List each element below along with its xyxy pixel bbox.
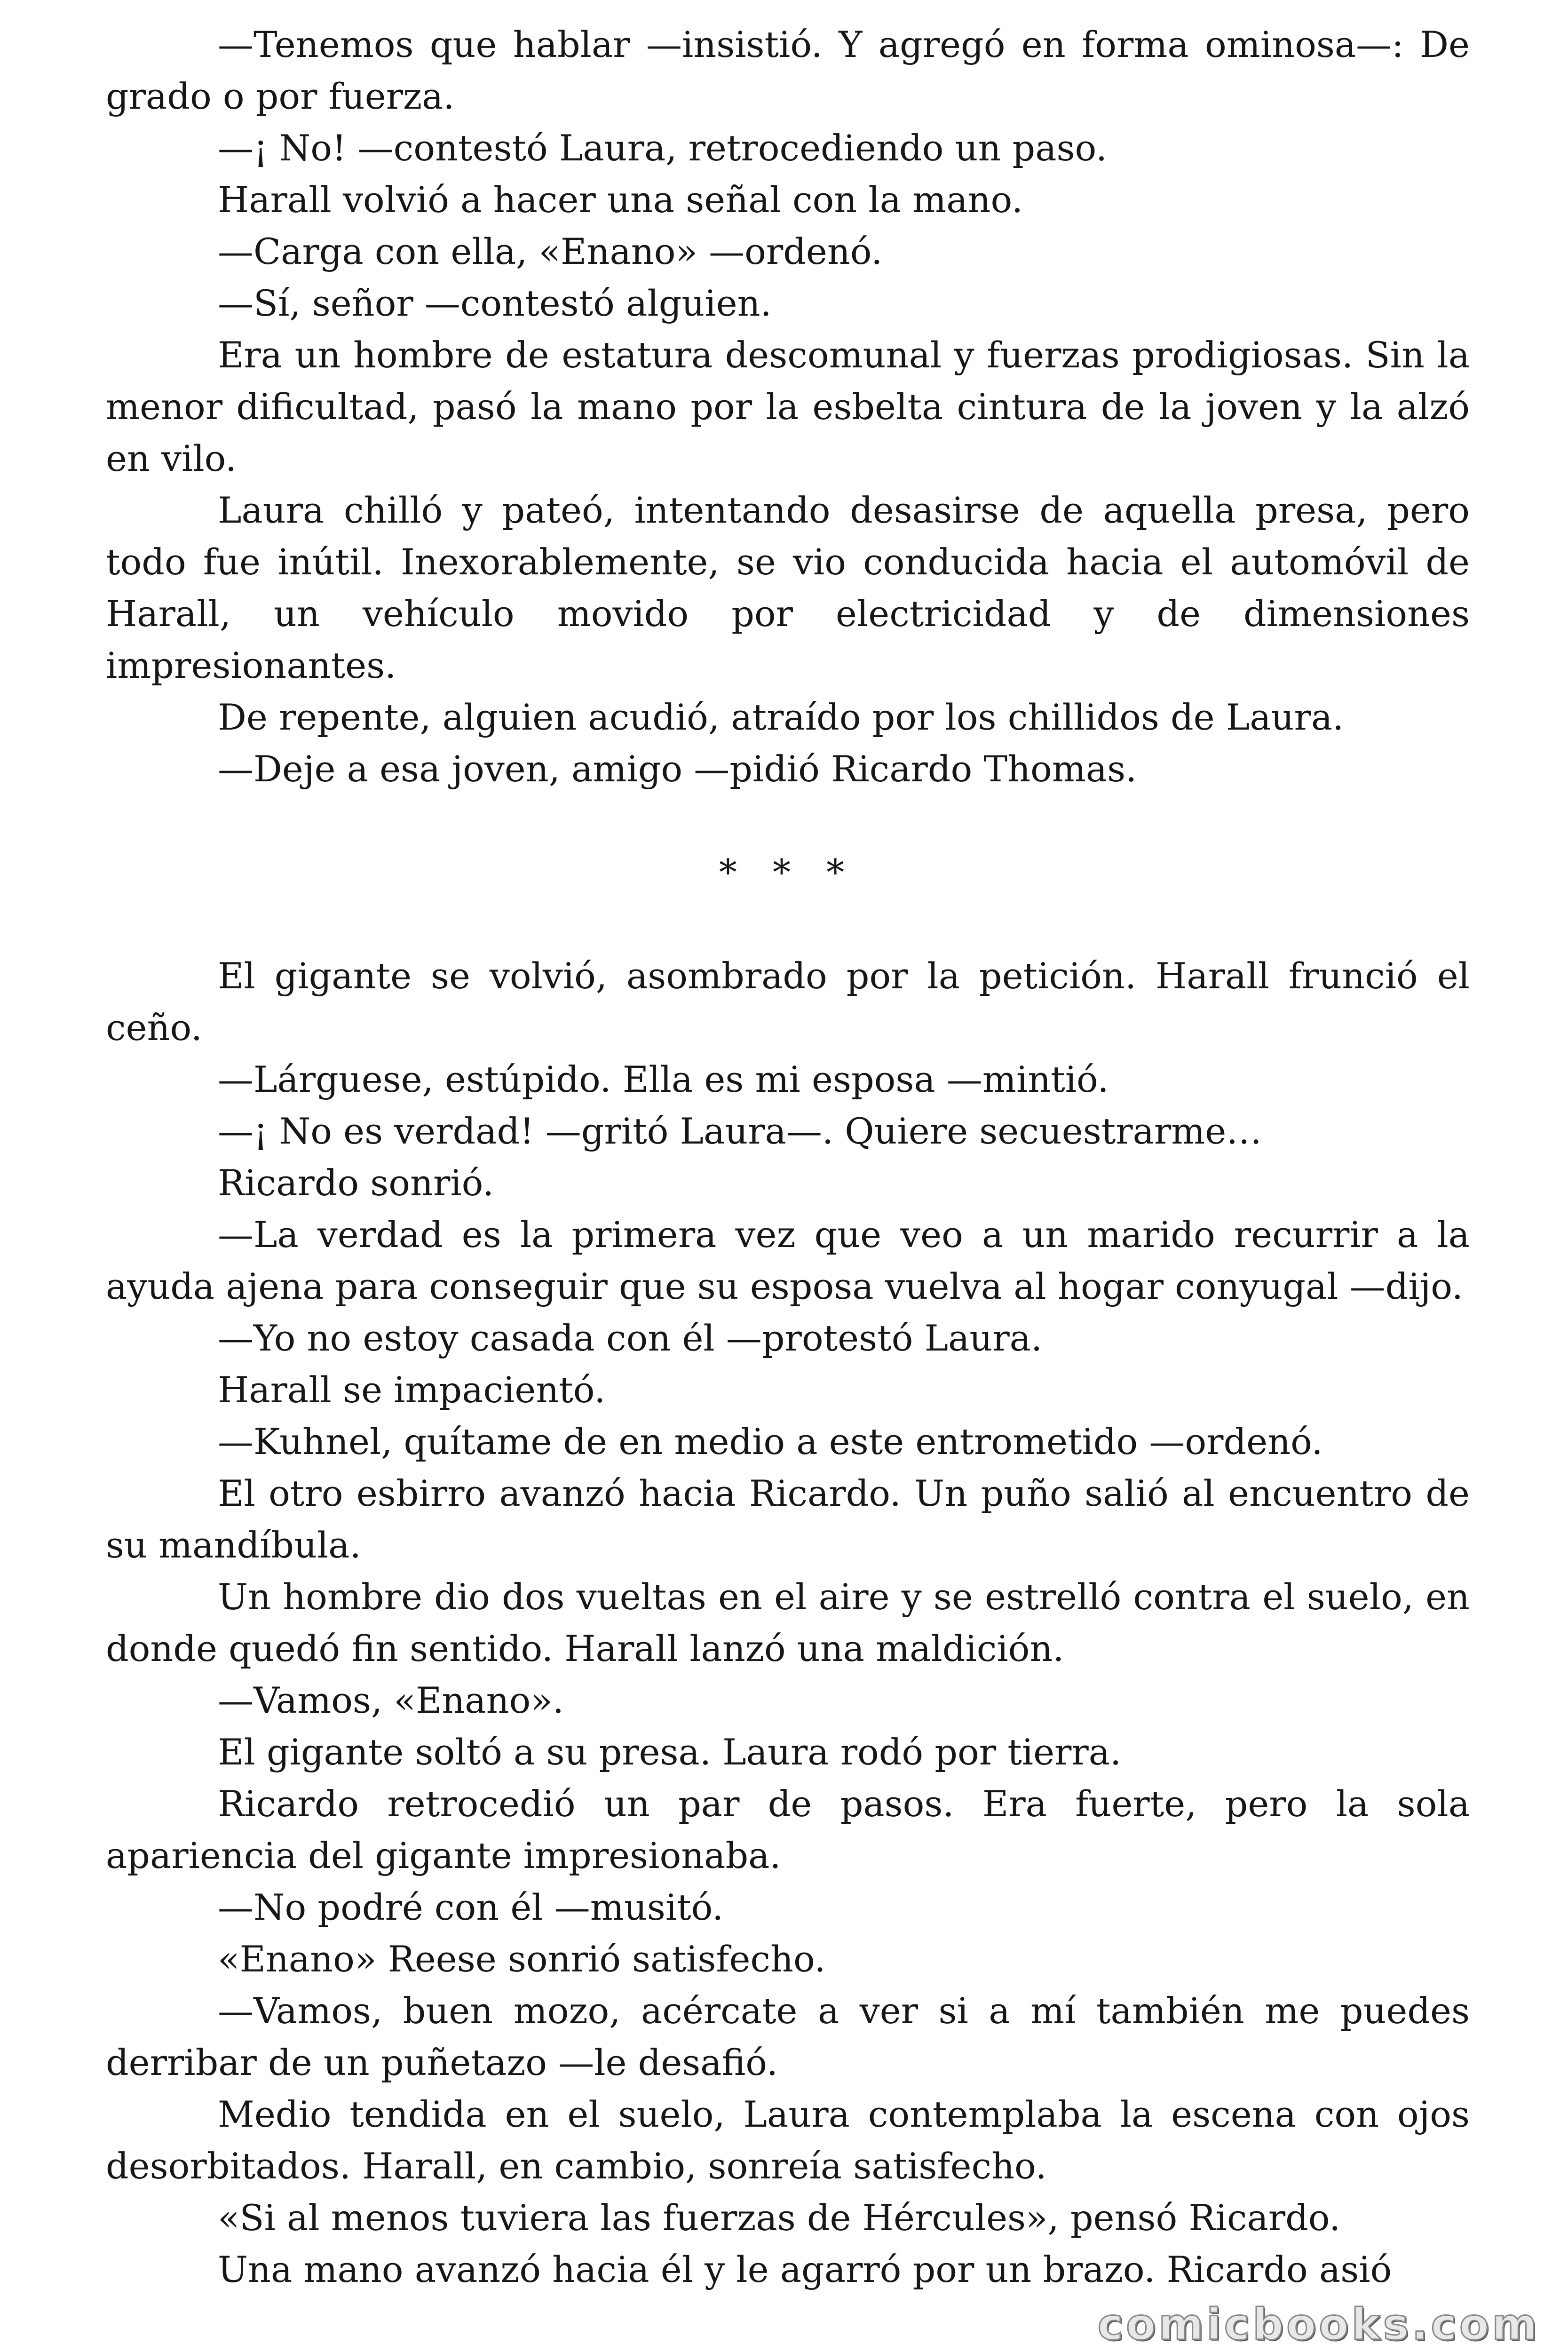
paragraph: Harall volvió a hacer una señal con la mano. [218,179,1023,221]
paragraph: El otro esbirro avanzó hacia Ricardo. Un puño salió al encuentro de su mandíbula. [106,1472,1470,1566]
paragraph: —La verdad es la primera vez que veo a un marido recurrir a la ayuda ajena para conseguir que su esposa vuelva al hogar conyugal —dijo. [106,1214,1470,1307]
paragraph: Una mano avanzó hacia él y le agarró por un brazo. Ricardo asió [218,2249,1392,2290]
spacer [106,898,1470,950]
paragraph: —Carga con ella, «Enano» —ordenó. [218,230,883,272]
book-page [106,19,1470,2296]
paragraph: —Yo no estoy casada con él —protestó Laura. [218,1317,1043,1359]
paragraph: De repente, alguien acudió, atraído por los chillidos de Laura. [218,696,1344,738]
paragraph: Medio tendida en el suelo, Laura contemplaba la escena con ojos desorbitados. Harall, en cambio, sonreía satisfecho. [106,2093,1470,2187]
paragraph: —No podré con él —musitó. [218,1886,724,1928]
paragraph: —Vamos, buen mozo, acércate a ver si a mí también me puedes derribar de un puñetazo —le desafió. [106,1990,1470,2083]
paragraph: —¡ No! —contestó Laura, retrocediendo un paso. [218,127,1108,169]
paragraph: El gigante soltó a su presa. Laura rodó por tierra. [218,1731,1122,1773]
paragraph: «Si al menos tuviera las fuerzas de Hércules», pensó Ricardo. [218,2197,1341,2239]
paragraph: Harall se impacientó. [218,1369,606,1411]
scene-break-separator: * * * [719,851,857,893]
spacer [106,795,1470,847]
paragraph: —Vamos, «Enano». [218,1679,564,1721]
paragraph: —Deje a esa joven, amigo —pidió Ricardo Thomas. [218,748,1137,790]
paragraph: «Enano» Reese sonrió satisfecho. [218,1938,826,1980]
paragraph: Un hombre dio dos vueltas en el aire y se estrelló contra el suelo, en donde quedó fin sentido. Harall lanzó una maldición. [106,1576,1470,1669]
text-block-before-break [106,19,1470,795]
paragraph: —Tenemos que hablar —insistió. Y agregó en forma ominosa—: De grado o por fuerza. [106,24,1470,117]
paragraph: Era un hombre de estatura descomunal y fuerzas prodigiosas. Sin la menor dificultad, pasó la mano por la esbelta cintura de la joven y la alzó en vilo. [106,334,1470,479]
text-block-after-break [106,950,1470,2296]
paragraph: Ricardo retrocedió un par de pasos. Era fuerte, pero la sola apariencia del gigante impresionaba. [106,1783,1470,1876]
watermark-logo: comicbooks.com [1097,2299,1540,2350]
paragraph: —Kuhnel, quítame de en medio a este entrometido —ordenó. [218,1421,1323,1462]
paragraph: —Sí, señor —contestó alguien. [218,282,772,324]
paragraph: Laura chilló y pateó, intentando desasirse de aquella presa, pero todo fue inútil. Inexorablemente, se vio conducida hacia el automóvil de Harall, un vehículo movido por electricidad y de dimensiones impresionantes. [106,489,1470,686]
paragraph: El gigante se volvió, asombrado por la petición. Harall frunció el ceño. [106,955,1470,1049]
paragraph: —¡ No es verdad! —gritó Laura—. Quiere secuestrarme… [218,1110,1262,1152]
paragraph: Ricardo sonrió. [218,1162,494,1204]
paragraph: —Lárguese, estúpido. Ella es mi esposa —mintió. [218,1058,1109,1100]
